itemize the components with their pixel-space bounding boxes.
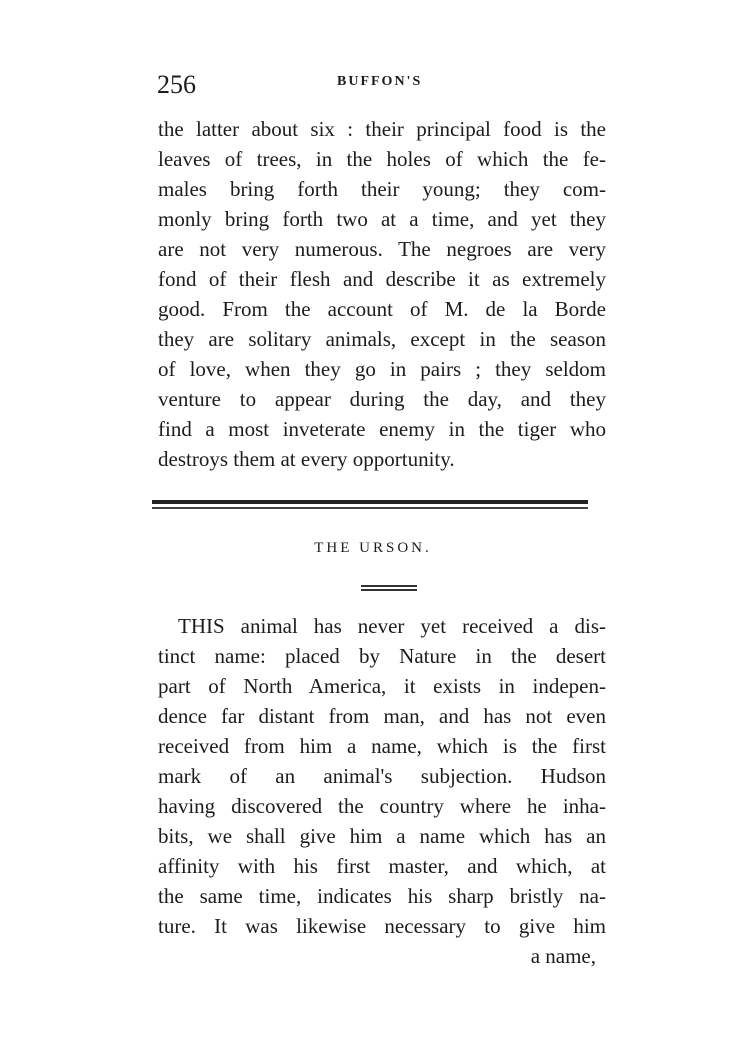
underline-bar [361, 585, 417, 587]
text-line: destroys them at every opportunity. [158, 447, 455, 471]
text-line: bits, we shall give him a name which has an [158, 824, 606, 848]
text-line: leaves of trees, in the holes of which the fe- [158, 147, 606, 171]
paragraph-urson [158, 611, 606, 971]
text-line: of love, when they go in pairs ; they seldom [158, 357, 606, 381]
text-line: monly bring forth two at a time, and yet they [158, 207, 606, 231]
text-line: part of North America, it exists in indepen- [158, 674, 606, 698]
section-divider-rule [152, 500, 588, 510]
divider-bar [152, 507, 588, 509]
text-line: good. From the account of M. de la Borde [158, 297, 606, 321]
text-line: find a most inveterate enemy in the tiger who [158, 417, 606, 441]
text-line: they are solitary animals, except in the season [158, 327, 606, 351]
text-line: THIS animal has never yet received a dis- [178, 614, 606, 638]
catchword: a name, [530, 944, 596, 968]
text-line: are not very numerous. The negroes are very [158, 237, 606, 261]
heading-underline-rule [361, 585, 417, 593]
page-header [157, 68, 607, 102]
underline-bar [361, 589, 417, 591]
text-line: venture to appear during the day, and they [158, 387, 606, 411]
text-line: affinity with his first master, and which, at [158, 854, 606, 878]
running-head: BUFFON'S [337, 74, 423, 89]
divider-bar [152, 500, 588, 504]
text-line: tinct name: placed by Nature in the desert [158, 644, 606, 668]
section-title-text: THE URSON. [314, 540, 432, 556]
text-line: fond of their flesh and describe it as extremely [158, 267, 606, 291]
section-heading [0, 540, 750, 557]
text-line: having discovered the country where he inha- [158, 794, 606, 818]
page-number: 256 [157, 70, 196, 99]
text-line: received from him a name, which is the first [158, 734, 606, 758]
paragraph-continued [158, 114, 606, 474]
text-line: the same time, indicates his sharp bristly na- [158, 884, 606, 908]
text-line: ture. It was likewise necessary to give him [158, 914, 606, 938]
text-line: mark of an animal's subjection. Hudson [158, 764, 606, 788]
text-line: the latter about six : their principal food is the [158, 117, 606, 141]
text-line: dence far distant from man, and has not even [158, 704, 606, 728]
text-line: males bring forth their young; they com- [158, 177, 606, 201]
